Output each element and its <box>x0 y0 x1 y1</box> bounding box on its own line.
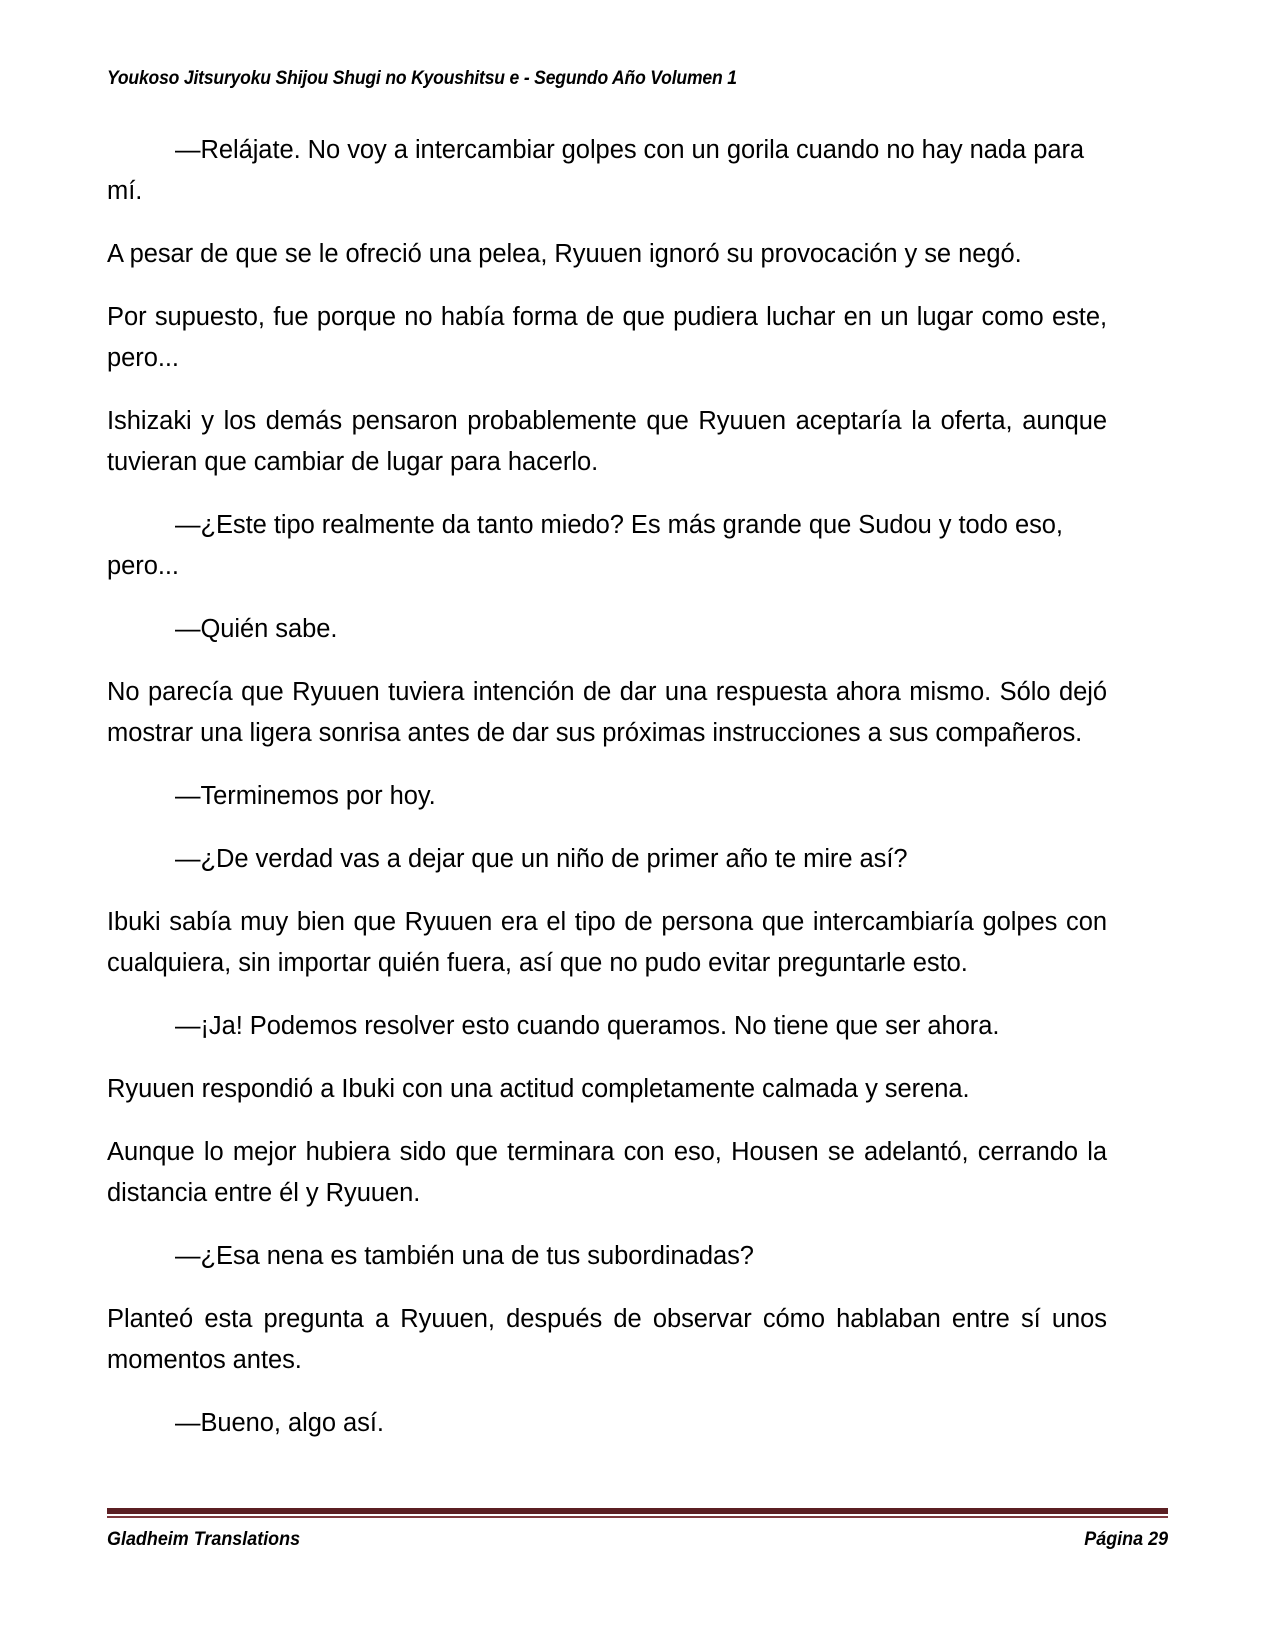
dialogue-paragraph: —Quién sabe. <box>175 615 338 643</box>
dialogue-paragraph: —¡Ja! Podemos resolver esto cuando queramos. No tiene que ser ahora. <box>175 1012 1000 1040</box>
narration-paragraph: Ryuuen respondió a Ibuki con una actitud completamente calmada y serena. <box>107 1075 970 1103</box>
dialogue-paragraph: —Bueno, algo así. <box>175 1409 384 1437</box>
dialogue-paragraph: —¿De verdad vas a dejar que un niño de primer año te mire así? <box>175 845 908 873</box>
body-content <box>107 130 1107 1466</box>
footer-divider-thin <box>107 1516 1168 1518</box>
dialogue-paragraph: —¿Este tipo realmente da tanto miedo? Es más grande que Sudou y todo eso, pero... <box>107 511 1063 580</box>
dialogue-paragraph: —Terminemos por hoy. <box>175 782 436 810</box>
page-header <box>107 68 1107 89</box>
footer-row <box>107 1528 1168 1551</box>
footer-page-number: Página 29 <box>1084 1528 1168 1550</box>
narration-paragraph: Por supuesto, fue porque no había forma de que pudiera luchar en un lugar como este, pero... <box>107 303 1107 372</box>
footer-credit: Gladheim Translations <box>107 1528 301 1550</box>
narration-paragraph: A pesar de que se le ofreció una pelea, Ryuuen ignoró su provocación y se negó. <box>107 240 1022 268</box>
narration-paragraph: Ibuki sabía muy bien que Ryuuen era el tipo de persona que intercambiaría golpes con cualquiera, sin importar quién fuera, así que no pudo evitar preguntarle esto. <box>107 908 1107 977</box>
narration-paragraph: Ishizaki y los demás pensaron probablemente que Ryuuen aceptaría la oferta, aunque tuvieran que cambiar de lugar para hacerlo. <box>107 407 1107 476</box>
narration-paragraph: Aunque lo mejor hubiera sido que terminara con eso, Housen se adelantó, cerrando la distancia entre él y Ryuuen. <box>107 1138 1107 1207</box>
page-footer <box>107 1508 1168 1551</box>
dialogue-paragraph: —¿Esa nena es también una de tus subordinadas? <box>175 1242 754 1270</box>
narration-paragraph: Planteó esta pregunta a Ryuuen, después de observar cómo hablaban entre sí unos momentos antes. <box>107 1305 1107 1374</box>
header-title: Youkoso Jitsuryoku Shijou Shugi no Kyoushitsu e - Segundo Año Volumen 1 <box>107 67 737 89</box>
dialogue-paragraph: —Relájate. No voy a intercambiar golpes con un gorila cuando no hay nada para mí. <box>107 136 1085 205</box>
narration-paragraph: No parecía que Ryuuen tuviera intención de dar una respuesta ahora mismo. Sólo dejó mostrar una ligera sonrisa antes de dar sus próximas instrucciones a sus compañeros. <box>107 678 1107 747</box>
